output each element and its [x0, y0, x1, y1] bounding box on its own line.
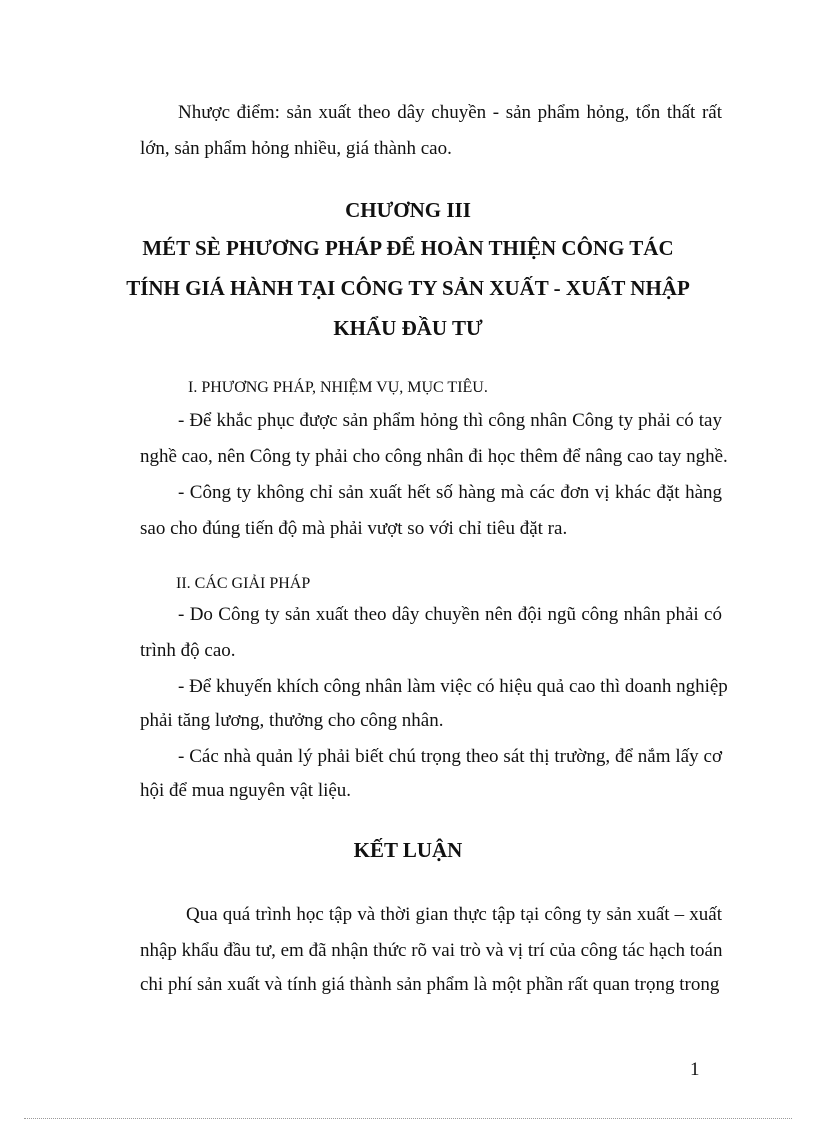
conclusion-line-2: nhập khẩu đầu tư, em đã nhận thức rõ vai trò và vị trí của công tác hạch toán [140, 940, 723, 961]
section-1-paragraph-1-line-1: - Để khắc phục được sản phẩm hỏng thì công nhân Công ty phải có tay [178, 410, 722, 431]
section-2-paragraph-1-line-2: trình độ cao. [140, 640, 236, 661]
section-2-paragraph-2-line-2: phải tăng lương, thưởng cho công nhân. [140, 710, 444, 731]
conclusion-line-3: chi phí sản xuất và tính giá thành sản phẩm là một phần rất quan trọng trong [140, 974, 720, 995]
page-number: 1 [690, 1059, 700, 1080]
chapter-title-line-2: TÍNH GIÁ HÀNH TẠI CÔNG TY SẢN XUẤT - XUẤT NHẬP [126, 276, 690, 300]
intro-line-1: Nhược điểm: sản xuất theo dây chuyền - sản phẩm hỏng, tổn thất rất [178, 102, 722, 123]
section-2-paragraph-3-line-1: - Các nhà quản lý phải biết chú trọng theo sát thị trường, để nắm lấy cơ [178, 746, 722, 767]
section-2-paragraph-3-line-2: hội để mua nguyên vật liệu. [140, 780, 352, 801]
intro-line-2: lớn, sản phẩm hỏng nhiều, giá thành cao. [140, 138, 452, 159]
section-1-paragraph-2-line-1: - Công ty không chỉ sản xuất hết số hàng mà các đơn vị khác đặt hàng [178, 482, 722, 503]
section-1-paragraph-2-line-2: sao cho đúng tiến độ mà phải vượt so với chỉ tiêu đặt ra. [140, 518, 568, 539]
conclusion-line-1: Qua quá trình học tập và thời gian thực tập tại công ty sản xuất – xuất [186, 904, 722, 925]
conclusion-title: KẾT LUẬN [353, 838, 463, 862]
section-2-paragraph-1-line-1: - Do Công ty sản xuất theo dây chuyền nên đội ngũ công nhân phải có [178, 604, 722, 625]
section-2-paragraph-2-line-1: - Để khuyến khích công nhân làm việc có hiệu quả cao thì doanh nghiệp [178, 676, 728, 697]
chapter-label: CHƯƠNG III [345, 198, 471, 222]
section-1-paragraph-1-line-2: nghề cao, nên Công ty phải cho công nhân đi học thêm để nâng cao tay nghề. [140, 446, 728, 467]
section-1-title: I. PHƯƠNG PHÁP, NHIỆM VỤ, MỤC TIÊU. [188, 379, 488, 396]
section-2-title: II. CÁC GIẢI PHÁP [176, 575, 311, 592]
chapter-title-line-1: MÉT SÈ PHƯƠNG PHÁP ĐỂ HOÀN THIỆN CÔNG TÁC [142, 236, 674, 260]
page-bottom-divider [24, 1118, 792, 1119]
chapter-title-line-3: KHẨU ĐẦU TƯ [333, 316, 483, 340]
